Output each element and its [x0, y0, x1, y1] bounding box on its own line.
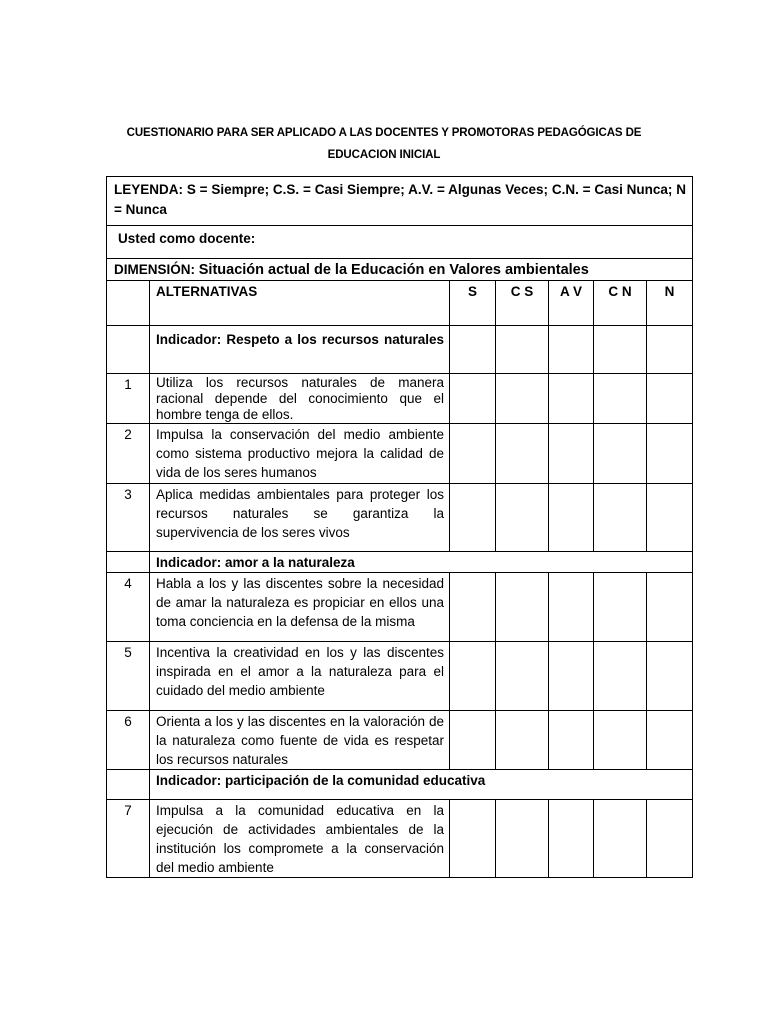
- item-statement: Orienta a los y las discentes en la valoración de la naturaleza como fuente de vida es respetar los recursos naturales: [150, 711, 450, 770]
- answer-cell: [549, 484, 594, 552]
- item-row: [107, 800, 693, 878]
- answer-cell: [549, 642, 594, 711]
- header-alternativas: ALTERNATIVAS: [150, 281, 450, 326]
- legend-text: LEYENDA: S = Siempre; C.S. = Casi Siempre; A.V. = Algunas Veces; C.N. = Casi Nunca; N = Nunca: [107, 177, 693, 226]
- answer-cell: [549, 573, 594, 642]
- indicator-label: Indicador: participación de la comunidad educativa: [150, 770, 693, 800]
- answer-cell: [647, 642, 693, 711]
- answer-cell: [594, 642, 647, 711]
- answer-cell: [549, 711, 594, 770]
- answer-cell: [450, 711, 496, 770]
- header-number-cell: [107, 281, 150, 326]
- questionnaire-table: [106, 176, 693, 878]
- header-cs: C S: [496, 281, 549, 326]
- answer-cell: [647, 424, 693, 484]
- item-number: 5: [107, 642, 150, 711]
- answer-cell: [549, 326, 594, 374]
- item-row: [107, 711, 693, 770]
- indicator-label: [150, 326, 450, 374]
- answer-cell: [450, 424, 496, 484]
- header-row: [107, 281, 693, 326]
- header-n: N: [647, 281, 693, 326]
- item-number: 1: [107, 374, 150, 424]
- item-statement: Incentiva la creatividad en los y las discentes inspirada en el amor a la naturaleza para el cuidado del medio ambiente: [150, 642, 450, 711]
- item-statement: Habla a los y las discentes sobre la necesidad de amar la naturaleza es propiciar en ellos una toma conciencia en la defensa de la misma: [150, 573, 450, 642]
- page-title: [110, 122, 658, 166]
- answer-cell: [549, 374, 594, 424]
- indicator-row: [107, 326, 693, 374]
- item-number: 4: [107, 573, 150, 642]
- dimension-text: Situación actual de la Educación en Valores ambientales: [198, 262, 589, 278]
- usted-row: [107, 226, 693, 259]
- answer-cell: [647, 573, 693, 642]
- item-number: 7: [107, 800, 150, 878]
- indicator-line: Indicador: Respeto a los recursos naturales: [156, 332, 444, 347]
- item-number: 6: [107, 711, 150, 770]
- item-statement: Impulsa la conservación del medio ambiente como sistema productivo mejora la calidad de vida de los seres humanos: [150, 424, 450, 484]
- answer-cell: [496, 374, 549, 424]
- item-statement: Aplica medidas ambientales para proteger los recursos naturales se garantiza la supervivencia de los seres vivos: [150, 484, 450, 552]
- answer-cell: [647, 800, 693, 878]
- answer-cell: [549, 424, 594, 484]
- usted-como-docente: Usted como docente:: [107, 226, 693, 259]
- item-row: [107, 642, 693, 711]
- answer-cell: [450, 800, 496, 878]
- legend-row: [107, 177, 693, 226]
- indicator-label: Indicador: amor a la naturaleza: [150, 552, 693, 573]
- item-row: [107, 374, 693, 424]
- item-statement: Utiliza los recursos naturales de manera racional depende del conocimiento que el hombre tenga de ellos.: [150, 374, 450, 424]
- indicator-row: [107, 552, 693, 573]
- answer-cell: [594, 573, 647, 642]
- answer-cell: [496, 484, 549, 552]
- answer-cell: [496, 573, 549, 642]
- answer-cell: [496, 800, 549, 878]
- answer-cell: [594, 374, 647, 424]
- dimension-row: [107, 259, 693, 281]
- item-number: 3: [107, 484, 150, 552]
- indicator-number-cell: [107, 770, 150, 800]
- item-number: 2: [107, 424, 150, 484]
- header-s: S: [450, 281, 496, 326]
- item-row: [107, 484, 693, 552]
- item-row: [107, 424, 693, 484]
- indicator-row: [107, 770, 693, 800]
- answer-cell: [594, 800, 647, 878]
- answer-cell: [450, 374, 496, 424]
- header-av: A V: [549, 281, 594, 326]
- answer-cell: [496, 326, 549, 374]
- item-statement: Impulsa a la comunidad educativa en la ejecución de actividades ambientales de la institución los compromete a la conservación del medio ambiente: [150, 800, 450, 878]
- answer-cell: [450, 484, 496, 552]
- answer-cell: [647, 711, 693, 770]
- answer-cell: [594, 484, 647, 552]
- answer-cell: [594, 711, 647, 770]
- dimension-label: DIMENSIÓN:: [114, 262, 195, 277]
- item-row: [107, 573, 693, 642]
- answer-cell: [594, 424, 647, 484]
- answer-cell: [496, 424, 549, 484]
- answer-cell: [647, 484, 693, 552]
- indicator-number-cell: [107, 326, 150, 374]
- answer-cell: [647, 326, 693, 374]
- answer-cell: [450, 326, 496, 374]
- answer-cell: [549, 800, 594, 878]
- answer-cell: [496, 642, 549, 711]
- indicator-number-cell: [107, 552, 150, 573]
- answer-cell: [594, 326, 647, 374]
- answer-cell: [496, 711, 549, 770]
- answer-cell: [450, 573, 496, 642]
- answer-cell: [450, 642, 496, 711]
- title-line-1: CUESTIONARIO PARA SER APLICADO A LAS DOCENTES Y PROMOTORAS PEDAGÓGICAS DE: [126, 127, 642, 139]
- dimension-cell: [107, 259, 693, 281]
- title-line-2: EDUCACION INICIAL: [327, 149, 441, 161]
- header-cn: C N: [594, 281, 647, 326]
- answer-cell: [647, 374, 693, 424]
